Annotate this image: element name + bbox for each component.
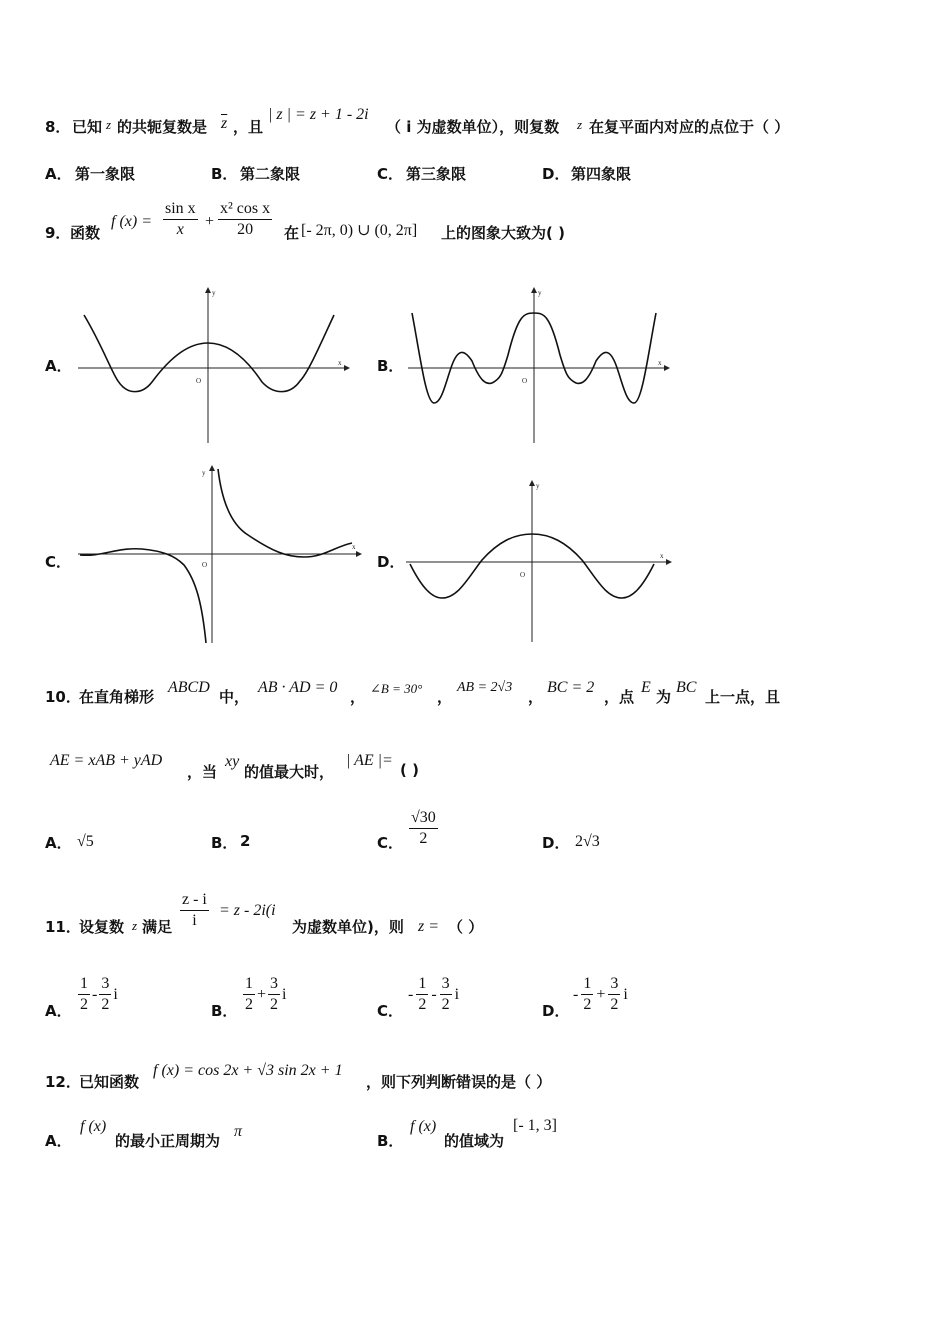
fraction <box>268 974 280 1015</box>
denominator: 2 <box>80 996 88 1013</box>
q11-stem: 满足 <box>142 918 173 936</box>
q11-stem: 设复数 <box>79 918 125 936</box>
axis-y-label: y <box>202 469 206 477</box>
q10-stem: ，当 <box>187 763 218 781</box>
q10-option-value: 2 <box>240 832 251 850</box>
graph-d <box>402 478 672 644</box>
fraction <box>608 974 620 1015</box>
denominator: 2 <box>245 996 253 1013</box>
q10-point-e: E <box>641 679 651 696</box>
q11-option-b-value <box>241 974 286 1015</box>
q10-bc: BC <box>676 679 697 696</box>
graph-label-a: A． <box>45 357 72 375</box>
q8-stem: ，且 <box>233 118 264 136</box>
comma: ， <box>350 688 366 706</box>
q9-function: f (x) = <box>111 213 152 230</box>
q9-stem: 函数 <box>70 224 101 242</box>
sign: - <box>408 985 414 1003</box>
numerator: sin x <box>163 199 198 220</box>
operator: - <box>431 985 437 1003</box>
q11-option-c-value <box>408 974 459 1015</box>
denominator: i <box>192 912 197 929</box>
numerator: 3 <box>608 974 620 995</box>
axis-x-label: x <box>660 552 664 560</box>
q10-option-value: 2√3 <box>575 833 600 850</box>
sign: - <box>573 985 579 1003</box>
numerator: 3 <box>268 974 280 995</box>
q10-option-value: √5 <box>77 833 94 850</box>
numerator: x² cos x <box>218 199 272 220</box>
fraction <box>78 974 90 1015</box>
denominator: 2 <box>418 996 427 1013</box>
q9-number: 9． <box>45 224 71 242</box>
origin-label: O <box>202 561 208 569</box>
imaginary-unit: i <box>454 985 460 1003</box>
q8-option-text: 第二象限 <box>240 165 301 183</box>
q11-option-label: D． <box>542 1002 570 1020</box>
q10-option-label: A． <box>45 834 72 852</box>
q12-option-text: 的最小正周期为 <box>115 1132 221 1150</box>
imaginary-unit: i <box>282 985 287 1003</box>
imaginary-unit: i <box>623 985 628 1003</box>
q10-dot-product: AB · AD = 0 <box>258 679 338 696</box>
q9-fraction-2 <box>218 199 272 240</box>
q11-stem: （ ） <box>448 918 484 936</box>
q8-option-text: 第四象限 <box>571 165 632 183</box>
q11-option-label: B． <box>211 1002 238 1020</box>
q12-function: f (x) = cos 2x + √3 sin 2x + 1 <box>153 1062 343 1079</box>
graph-label-c: C． <box>45 553 72 571</box>
q10-number: 10． <box>45 688 81 706</box>
q11-option-d-value <box>573 974 628 1015</box>
q10-stem: ，点 <box>604 688 635 706</box>
q8-zbar: $\overline{z}$ <box>221 115 228 132</box>
numerator: 1 <box>78 974 90 995</box>
q10-stem: 中， <box>219 688 250 706</box>
comma: ， <box>437 688 453 706</box>
denominator: 2 <box>583 996 592 1013</box>
operator: + <box>257 985 267 1003</box>
q10-ab: AB = 2√3 <box>457 680 513 695</box>
q10-bc: BC = 2 <box>547 679 595 696</box>
origin-label: O <box>520 571 526 579</box>
axis-x-label: x <box>338 359 342 367</box>
q10-stem: 上一点，且 <box>705 688 781 706</box>
q10-xy: xy <box>225 753 240 770</box>
plus-sign: + <box>205 213 215 230</box>
numerator: 3 <box>440 974 452 995</box>
numerator: 1 <box>581 974 593 995</box>
q10-ae-magnitude: | AE |= <box>346 752 393 769</box>
q11-var-z: z <box>132 918 138 933</box>
denominator: 2 <box>101 996 110 1013</box>
denominator: 2 <box>419 830 428 847</box>
q8-var-z: z <box>577 117 583 132</box>
q8-stem: 已知 <box>72 118 103 136</box>
origin-label: O <box>196 377 202 385</box>
q11-option-label: C． <box>377 1002 404 1020</box>
axis-y-label: y <box>536 482 540 490</box>
q11-number: 11． <box>45 918 81 936</box>
fraction <box>581 974 593 1015</box>
q12-number: 12． <box>45 1073 81 1091</box>
q10-option-label: D． <box>542 834 570 852</box>
q8-option-label: B． <box>211 165 238 183</box>
q8-stem: 在复平面内对应的点位于（ ） <box>589 118 790 136</box>
graph-label-d: D． <box>377 553 405 571</box>
q11-fraction <box>180 890 209 931</box>
q11-option-a-value <box>76 974 118 1015</box>
q8-stem: （ i 为虚数单位），则复数 <box>386 118 560 136</box>
q8-option-label: D． <box>542 165 570 183</box>
q10-option-label: B． <box>211 834 238 852</box>
q8-option-label: C． <box>377 165 404 183</box>
q10-option-fraction <box>409 808 438 849</box>
fraction <box>99 974 111 1015</box>
graph-label-b: B． <box>377 357 404 375</box>
q12-stem: ，则下列判断错误的是（ ） <box>366 1073 552 1091</box>
denominator: 2 <box>270 996 279 1013</box>
denominator: x <box>176 221 184 238</box>
q12-stem: 已知函数 <box>79 1073 140 1091</box>
q10-option-label: C． <box>377 834 404 852</box>
q12-option-value: [- 1, 3] <box>513 1117 557 1134</box>
q8-option-text: 第一象限 <box>75 165 136 183</box>
numerator: √30 <box>409 808 438 829</box>
q9-fraction-1 <box>163 199 198 240</box>
q10-stem: 的值最大时， <box>244 763 335 781</box>
q10-abcd: ABCD <box>168 679 210 696</box>
q10-stem: 在直角梯形 <box>79 688 155 706</box>
q8-condition: | z | = z + 1 - 2i <box>268 106 369 123</box>
q8-var-z: z <box>106 117 112 132</box>
graph-b <box>402 285 670 445</box>
operator: - <box>92 985 98 1003</box>
graph-c <box>72 463 362 645</box>
q10-stem: 为 <box>656 688 672 706</box>
q10-angle: ∠B = 30° <box>370 681 423 696</box>
q11-stem: 为虚数单位)，则 <box>292 918 404 936</box>
q12-option-function: f (x) <box>410 1118 437 1135</box>
q10-stem: ( ) <box>400 761 419 779</box>
q8-number: 8． <box>45 118 71 136</box>
numerator: 1 <box>243 974 255 995</box>
axis-y-label: y <box>538 289 542 297</box>
q9-stem: 在 <box>284 224 300 242</box>
q11-z-equals: z = <box>418 918 440 935</box>
q8-stem: 的共轭复数是 <box>117 118 208 136</box>
fraction <box>416 974 428 1015</box>
imaginary-unit: i <box>113 985 118 1003</box>
q11-option-label: A． <box>45 1002 72 1020</box>
q10-vector-equation: AE = xAB + yAD <box>50 752 163 769</box>
numerator: z - i <box>180 890 209 911</box>
q12-option-text: 的值域为 <box>444 1132 505 1150</box>
graph-a <box>72 285 350 445</box>
operator: + <box>596 985 606 1003</box>
fraction <box>440 974 452 1015</box>
q8-option-label: A． <box>45 165 72 183</box>
q12-option-function: f (x) <box>80 1118 107 1135</box>
denominator: 2 <box>441 996 450 1013</box>
denominator: 20 <box>237 221 254 238</box>
comma: ， <box>528 688 544 706</box>
axis-x-label: x <box>658 359 662 367</box>
q8-option-text: 第三象限 <box>406 165 467 183</box>
q12-option-value: π <box>234 1123 243 1140</box>
q9-stem: 上的图象大致为( ) <box>441 224 565 242</box>
denominator: 2 <box>610 996 619 1013</box>
q12-option-label: B． <box>377 1132 404 1150</box>
q12-option-label: A． <box>45 1132 72 1150</box>
q9-domain: [- 2π, 0) ∪ (0, 2π] <box>301 222 418 239</box>
numerator: 3 <box>99 974 111 995</box>
fraction <box>243 974 255 1015</box>
q11-rhs: = z - 2i(i <box>219 902 276 919</box>
origin-label: O <box>522 377 528 385</box>
axis-y-label: y <box>212 289 216 297</box>
numerator: 1 <box>416 974 428 995</box>
axis-x-label: x <box>352 543 356 551</box>
